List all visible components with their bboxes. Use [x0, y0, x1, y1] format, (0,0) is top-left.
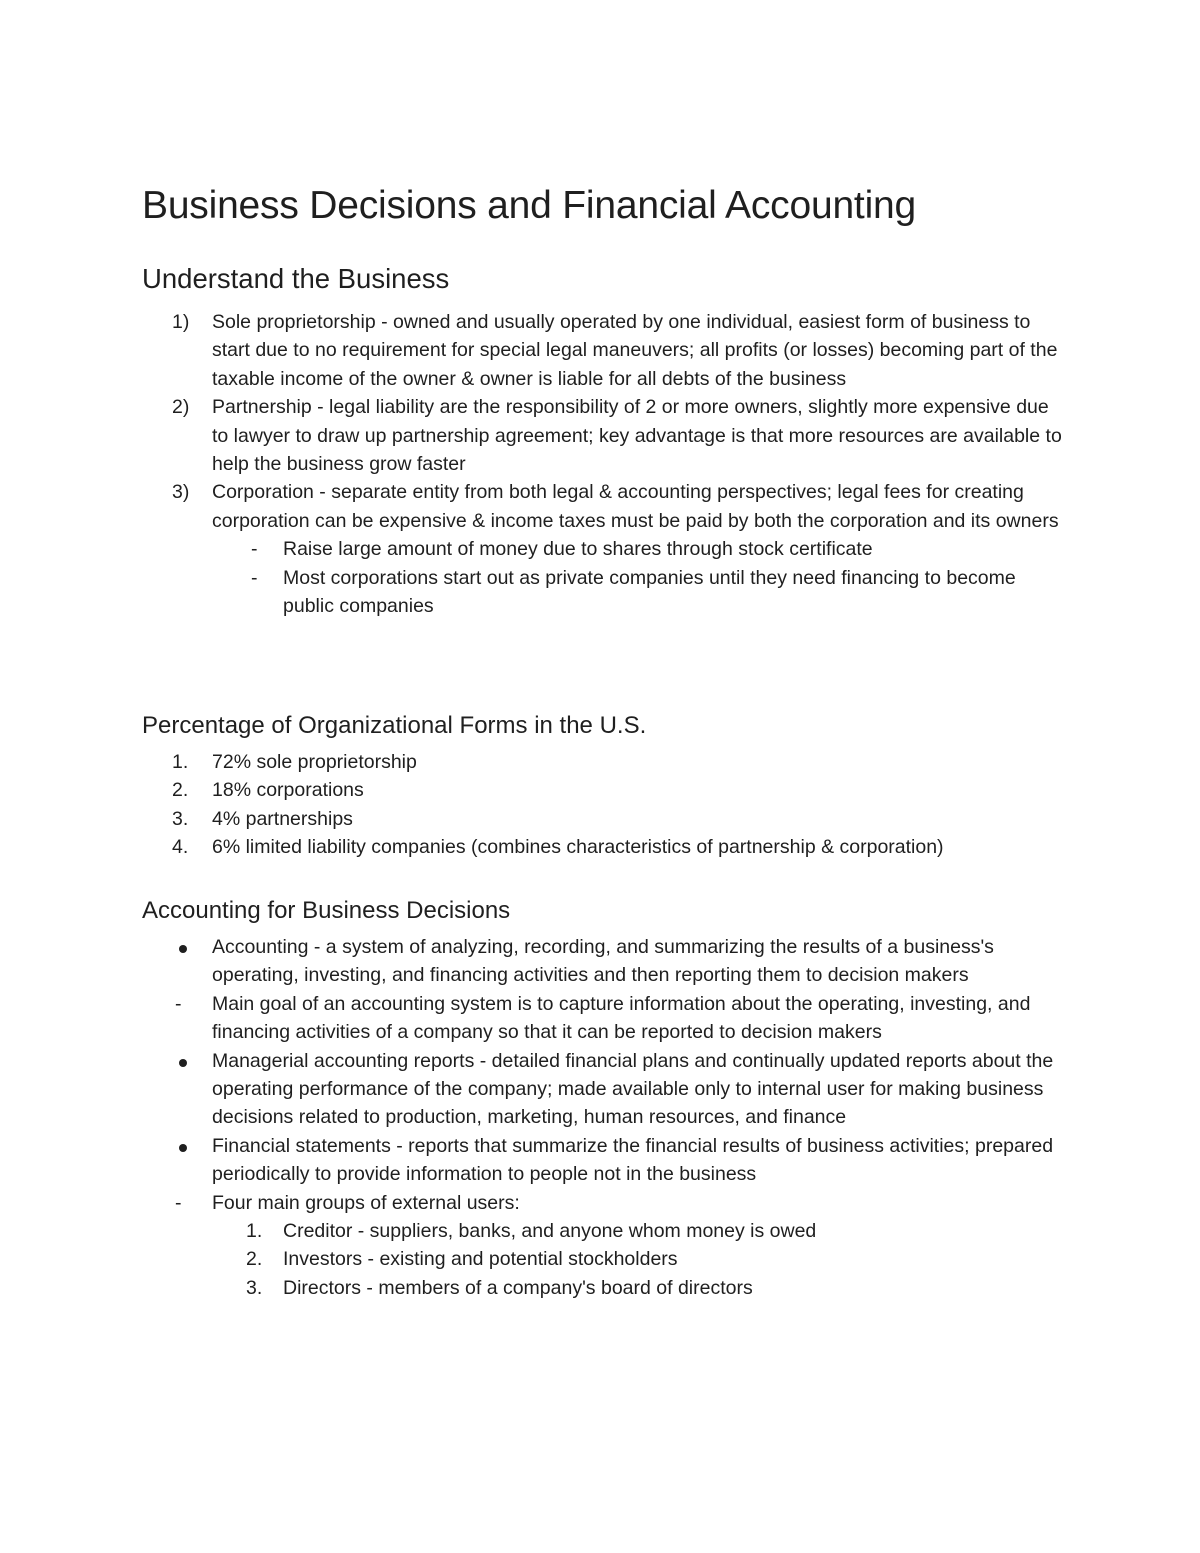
- list-item: [0, 1047, 1200, 1132]
- list-marker: 1.: [246, 1220, 263, 1243]
- list-item-text: Corporation - separate entity from both legal & accounting perspectives; legal fees for creating corporation can be expensive & income taxes must be paid by both the corporation and its owners: [212, 481, 1059, 532]
- list-item: [0, 478, 1200, 535]
- list-marker: 4.: [172, 836, 189, 859]
- list-item-text: Main goal of an accounting system is to capture information about the operating, investing, and financing activities of a company so that it can be reported to decision makers: [212, 992, 1031, 1044]
- list-item-text: 72% sole proprietorship: [212, 751, 417, 773]
- list-item: [0, 748, 1200, 776]
- list-item: [0, 776, 1200, 804]
- list-marker: -: [175, 992, 182, 1015]
- accounting-list: [0, 933, 1200, 1302]
- list-marker: 3.: [246, 1276, 263, 1299]
- list-item-text: Creditor - suppliers, banks, and anyone whom money is owed: [283, 1220, 817, 1243]
- bullet-icon: [179, 945, 187, 953]
- list-marker: 2.: [172, 779, 189, 802]
- list-item-text: 18% corporations: [212, 779, 364, 802]
- list-marker: 1): [172, 311, 190, 333]
- list-item-text: 4% partnerships: [212, 807, 353, 830]
- section-heading-percentage: Percentage of Organizational Forms in the U.S.: [142, 712, 647, 739]
- list-marker: 2): [172, 396, 190, 419]
- list-marker: -: [175, 1191, 182, 1214]
- list-item-text: Most corporations start out as private companies until they need financing to become public companies: [283, 566, 1016, 618]
- section-heading-accounting: Accounting for Business Decisions: [142, 897, 511, 924]
- bullet-icon: [179, 1144, 187, 1152]
- list-subitem: [0, 564, 1200, 621]
- list-item: [0, 393, 1200, 478]
- list-item-text: 6% limited liability companies (combines characteristics of partnership & corporation): [212, 836, 944, 859]
- section-heading-understand: Understand the Business: [142, 263, 450, 294]
- list-subitem: [0, 535, 1200, 563]
- list-subitem: [0, 1217, 1200, 1245]
- list-marker: 3.: [172, 807, 189, 830]
- list-marker: 2.: [246, 1248, 263, 1271]
- list-item-text: Partnership - legal liability are the responsibility of 2 or more owners, slightly more expensive due to lawyer to draw up partnership agreement; key advantage is that more resources are available to help the business grow faster: [212, 396, 1062, 476]
- list-item: [0, 805, 1200, 833]
- list-marker: -: [251, 538, 258, 561]
- list-marker: 1.: [172, 751, 189, 773]
- list-item: [0, 833, 1200, 861]
- list-item-text: Accounting - a system of analyzing, recording, and summarizing the results of a business's operating, investing, and financing activities and then reporting them to decision makers: [212, 936, 994, 987]
- list-marker: 3): [172, 481, 190, 504]
- list-item: [0, 1189, 1200, 1217]
- list-item-text: Managerial accounting reports - detailed financial plans and continually updated reports about the operating performance of the company; made available only to internal user for making business decisions related to production, marketing, human resources, and finance: [212, 1049, 1054, 1129]
- percentage-list: [0, 748, 1200, 862]
- list-item: [0, 308, 1200, 393]
- list-item-text: Sole proprietorship - owned and usually operated by one individual, easiest form of business to start due to no requirement for special legal maneuvers; all profits (or losses) becoming part of the taxable income of the owner & owner is liable for all debts of the business: [212, 311, 1058, 390]
- list-item: [0, 1132, 1200, 1189]
- list-subitem: [0, 1245, 1200, 1273]
- business-forms-list: [0, 308, 1200, 620]
- list-item: [0, 933, 1200, 990]
- list-item: [0, 990, 1200, 1047]
- list-item-text: Investors - existing and potential stockholders: [283, 1248, 678, 1271]
- bullet-icon: [179, 1059, 187, 1067]
- document-title: Business Decisions and Financial Accounting: [142, 184, 917, 227]
- list-item-text: Four main groups of external users:: [212, 1191, 520, 1214]
- list-subitem: [0, 1274, 1200, 1302]
- list-marker: -: [251, 566, 258, 589]
- list-item-text: Directors - members of a company's board of directors: [283, 1276, 753, 1299]
- list-item-text: Raise large amount of money due to shares through stock certificate: [283, 538, 873, 561]
- list-item-text: Financial statements - reports that summarize the financial results of business activities; prepared periodically to provide information to people not in the business: [212, 1134, 1054, 1186]
